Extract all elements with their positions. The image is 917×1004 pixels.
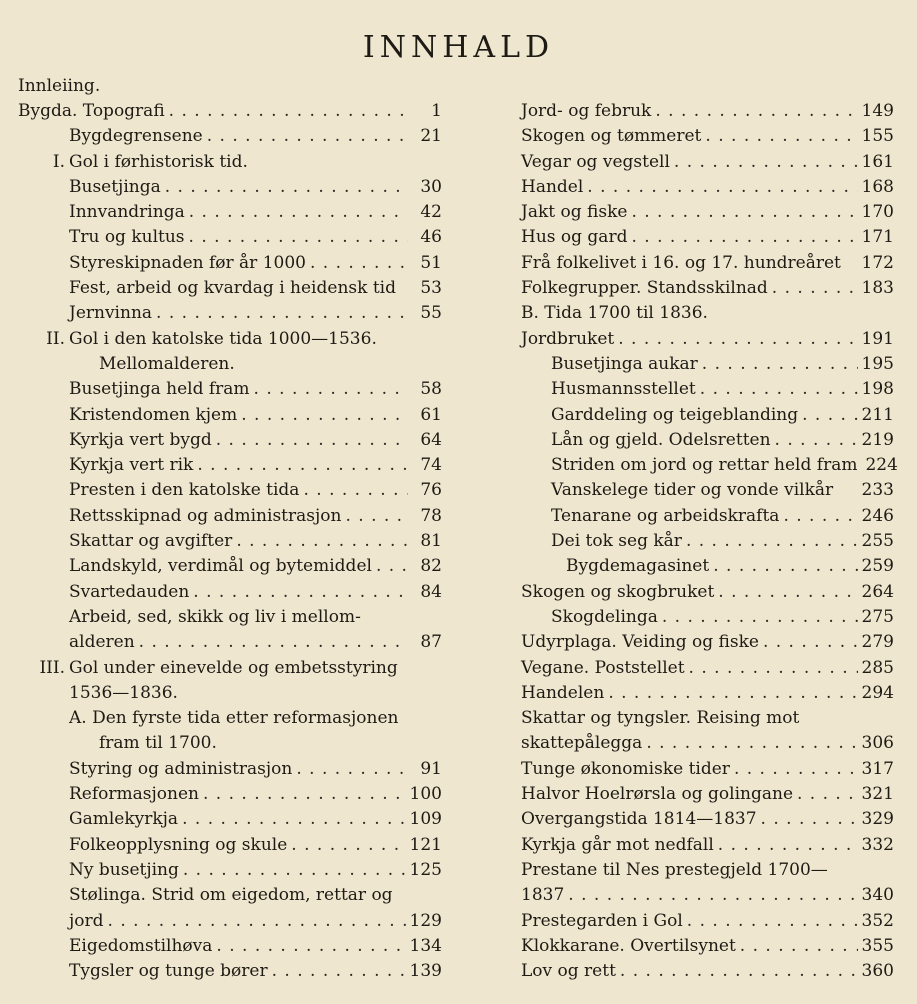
toc-page-number: 30	[420, 176, 442, 197]
dot-leader	[197, 453, 408, 478]
dot-leader	[646, 731, 857, 756]
dot-leader	[216, 428, 408, 453]
toc-entry	[18, 529, 442, 554]
toc-entry-title: Presten i den katolske tida	[69, 480, 300, 501]
toc-entry	[521, 175, 894, 200]
toc-page-number: 155	[861, 126, 894, 147]
toc-entry	[18, 731, 442, 756]
toc-entry	[18, 605, 442, 630]
toc-page-number: 100	[409, 784, 442, 805]
dot-leader	[772, 276, 858, 301]
toc-entry-title: Vegane. Poststellet	[521, 657, 685, 678]
toc-entry	[521, 757, 894, 782]
toc-entry	[18, 377, 442, 402]
dot-leader	[702, 352, 858, 377]
dot-leader	[203, 782, 406, 807]
dot-leader	[734, 757, 858, 782]
toc-entry	[521, 251, 894, 276]
toc-entry	[18, 225, 442, 250]
intro-entry: Innleiing.	[18, 76, 101, 96]
toc-page-number: 255	[861, 531, 894, 552]
toc-entry	[18, 681, 442, 706]
toc-entry-title: Garddeling og teigeblanding	[551, 404, 799, 425]
toc-page-number: 21	[420, 126, 442, 147]
toc-entry	[18, 99, 442, 124]
toc-entry	[18, 403, 442, 428]
toc-entry-title: Mellomalderen.	[99, 353, 235, 374]
toc-entry	[521, 833, 894, 858]
toc-entry-title: Handel	[521, 176, 584, 197]
toc-page-number: 109	[409, 809, 442, 830]
toc-entry	[521, 150, 894, 175]
toc-entry	[18, 124, 442, 149]
toc-page-number: 317	[861, 758, 894, 779]
toc-entry	[521, 377, 894, 402]
toc-page-number: 46	[420, 227, 442, 248]
toc-page-number: 233	[861, 480, 894, 501]
dot-leader	[193, 580, 408, 605]
toc-page-number: 149	[861, 101, 894, 121]
toc-page-number: 285	[861, 657, 894, 678]
toc-entry	[18, 251, 442, 276]
toc-entry-title: Reformasjonen	[69, 784, 199, 805]
toc-entry	[521, 934, 894, 959]
toc-entry-title: Skattar og tyngsler. Reising mot	[521, 708, 800, 729]
toc-entry	[521, 225, 894, 250]
dot-leader	[763, 630, 858, 655]
toc-entry	[521, 605, 894, 630]
toc-entry-title: Fest, arbeid og kvardag i heidensk tid	[69, 278, 396, 299]
toc-entry	[18, 175, 442, 200]
toc-page-number: 219	[861, 429, 894, 450]
toc-page-number: 78	[420, 505, 442, 526]
toc-entry	[18, 782, 442, 807]
dot-leader	[587, 175, 857, 200]
toc-entry-title: Jordbruket	[521, 328, 615, 349]
toc-entry-title: Striden om jord og rettar held fram	[551, 455, 858, 476]
toc-page-number: 1	[431, 101, 442, 121]
dot-leader	[687, 909, 858, 934]
toc-entry-title: Hus og gard	[521, 227, 628, 248]
toc-page-number: 340	[861, 885, 894, 906]
dot-leader	[662, 605, 858, 630]
toc-entry-title: Jord- og februk	[521, 101, 652, 121]
dot-leader	[183, 858, 406, 883]
toc-entry-title: Kyrkja vert rik	[69, 455, 194, 476]
toc-entry-title: Tenarane og arbeidskrafta	[551, 505, 780, 526]
toc-page-number: 191	[861, 328, 894, 349]
toc-entry-title: Landskyld, verdimål og bytemiddel	[69, 556, 372, 577]
dot-leader	[254, 377, 408, 402]
toc-entry-title: skattepålegga	[521, 733, 643, 754]
dot-leader	[689, 656, 858, 681]
toc-page-number: 224	[865, 455, 898, 476]
dot-leader	[207, 124, 408, 149]
toc-entry	[18, 656, 442, 681]
toc-entry	[521, 428, 894, 453]
toc-page-number: 76	[420, 480, 442, 501]
toc-entry-title: Svartedauden	[69, 581, 190, 602]
toc-entry	[521, 478, 894, 503]
dot-leader	[310, 251, 408, 276]
dot-leader	[568, 883, 857, 908]
toc-page-number: 61	[420, 404, 442, 425]
toc-entry-title: Styreskipnaden før år 1000	[69, 252, 306, 273]
dot-leader	[296, 757, 408, 782]
toc-entry	[18, 352, 442, 377]
toc-page-number: 170	[861, 202, 894, 223]
toc-left-column	[18, 99, 442, 984]
toc-entry-title: Prestegarden i Gol	[521, 910, 683, 931]
toc-entry-title: Vegar og vegstell	[521, 151, 670, 172]
dot-leader	[139, 630, 408, 655]
dot-leader	[797, 782, 858, 807]
toc-entry	[521, 327, 894, 352]
toc-entry-title: alderen	[69, 632, 135, 653]
dot-leader	[761, 807, 858, 832]
toc-right-column	[521, 99, 898, 984]
toc-entry	[18, 833, 442, 858]
toc-entry	[521, 301, 894, 326]
toc-entry-title: Busetjinga	[69, 176, 161, 197]
toc-entry	[18, 504, 442, 529]
toc-entry	[18, 807, 442, 832]
toc-entry-title: Arbeid, sed, skikk og liv i mellom-	[69, 606, 361, 627]
toc-page-number: 129	[409, 910, 442, 931]
toc-entry-title: Jakt og fiske	[521, 202, 628, 223]
toc-page-number: 81	[420, 531, 442, 552]
toc-entry	[521, 731, 894, 756]
toc-entry	[521, 782, 894, 807]
toc-entry-title: Halvor Hoelrørsla og golingane	[521, 784, 793, 805]
chapter-numeral: I.	[52, 151, 65, 172]
toc-entry-title: B. Tida 1700 til 1836.	[521, 303, 708, 324]
toc-page-number: 198	[861, 379, 894, 400]
dot-leader	[216, 934, 405, 959]
toc-entry	[521, 99, 894, 124]
toc-entry-title: Skogdelinga	[551, 606, 658, 627]
toc-entry	[521, 352, 894, 377]
toc-entry	[521, 706, 894, 731]
toc-page-number: 195	[861, 353, 894, 374]
toc-entry	[18, 554, 442, 579]
toc-page-number: 55	[420, 303, 442, 324]
toc-entry	[521, 959, 894, 984]
toc-page-number: 82	[420, 556, 442, 577]
toc-entry-title: 1536—1836.	[69, 682, 178, 703]
toc-entry-title: 1837	[521, 885, 565, 906]
dot-leader	[775, 428, 858, 453]
dot-leader	[241, 403, 408, 428]
toc-entry-title: Jernvinna	[69, 303, 153, 324]
dot-leader	[802, 403, 857, 428]
toc-page-number: 321	[861, 784, 894, 805]
dot-leader	[718, 833, 858, 858]
toc-page-number: 58	[420, 379, 442, 400]
toc-entry-title: Busetjinga held fram	[69, 379, 250, 400]
dot-leader	[783, 504, 857, 529]
toc-page-number: 275	[861, 606, 894, 627]
toc-page-number: 246	[861, 505, 894, 526]
dot-leader	[631, 200, 857, 225]
toc-entry	[521, 681, 894, 706]
toc-entry	[18, 150, 442, 175]
toc-entry-title: Innvandringa	[69, 202, 185, 223]
toc-entry-title: fram til 1700.	[99, 733, 217, 754]
dot-leader	[376, 554, 408, 579]
dot-leader	[236, 529, 408, 554]
toc-entry	[521, 403, 894, 428]
toc-entry-title: Udyrplaga. Veiding og fiske	[521, 632, 759, 653]
toc-entry	[521, 858, 894, 883]
toc-page-number: 168	[861, 176, 894, 197]
toc-entry-title: Dei tok seg kår	[551, 531, 682, 552]
toc-entry-title: Skogen og tømmeret	[521, 126, 702, 147]
toc-entry	[521, 554, 894, 579]
toc-page-number: 134	[409, 935, 442, 956]
toc-page-number: 139	[409, 961, 442, 982]
toc-entry-title: Klokkarane. Overtilsynet	[521, 935, 736, 956]
toc-entry	[18, 428, 442, 453]
toc-entry-title: Skattar og avgifter	[69, 531, 233, 552]
toc-page-number: 306	[861, 733, 894, 754]
dot-leader	[345, 504, 408, 529]
toc-entry-title: Lån og gjeld. Odelsretten	[551, 429, 771, 450]
toc-page-number: 53	[420, 278, 442, 299]
toc-entry-title: Handelen	[521, 682, 605, 703]
toc-entry	[18, 959, 442, 984]
toc-page-number: 74	[420, 455, 442, 476]
toc-entry	[18, 453, 442, 478]
toc-entry	[18, 909, 442, 934]
toc-entry-title: Kyrkja vert bygd	[69, 429, 212, 450]
dot-leader	[700, 377, 858, 402]
toc-entry-title: jord	[69, 910, 104, 931]
toc-page-number: 172	[861, 252, 894, 273]
toc-entry-title: A. Den fyrste tida etter reformasjonen	[69, 708, 399, 729]
dot-leader	[189, 225, 408, 250]
dot-leader	[740, 934, 858, 959]
toc-entry	[521, 453, 898, 478]
toc-entry-title: Vanskelege tider og vonde vilkår	[551, 480, 834, 501]
toc-page-number: 125	[409, 859, 442, 880]
dot-leader	[718, 580, 857, 605]
toc-entry	[18, 934, 442, 959]
toc-entry-title: Tru og kultus	[69, 227, 185, 248]
toc-page-number: 294	[861, 682, 894, 703]
dot-leader	[713, 554, 857, 579]
toc-entry-title: Eigedomstilhøva	[69, 935, 213, 956]
toc-page-number: 42	[420, 202, 442, 223]
toc-entry	[18, 301, 442, 326]
chapter-numeral: II.	[46, 328, 65, 349]
toc-entry	[18, 580, 442, 605]
toc-entry	[18, 200, 442, 225]
toc-entry-title: Gol i førhistorisk tid.	[69, 151, 248, 172]
toc-page-number: 360	[861, 961, 894, 982]
toc-page-number: 211	[861, 404, 894, 425]
toc-entry	[521, 124, 894, 149]
dot-leader	[182, 807, 405, 832]
toc-entry	[521, 656, 894, 681]
toc-entry-title: Bygdegrensene	[69, 126, 203, 147]
toc-entry	[521, 276, 894, 301]
toc-entry-title: Prestane til Nes prestegjeld 1700—	[521, 859, 828, 880]
toc-entry	[521, 504, 894, 529]
dot-leader	[608, 681, 857, 706]
toc-entry-title: Frå folkelivet i 16. og 17. hundreåret	[521, 252, 841, 273]
toc-entry	[18, 883, 442, 908]
toc-entry	[18, 858, 442, 883]
toc-entry-title: Ny busetjing	[69, 859, 179, 880]
toc-entry-title: Tygsler og tunge bører	[69, 961, 268, 982]
toc-entry	[18, 327, 442, 352]
dot-leader	[272, 959, 406, 984]
toc-entry	[521, 807, 894, 832]
toc-entry	[18, 276, 442, 301]
toc-entry	[18, 478, 442, 503]
toc-entry-title: Overgangstida 1814—1837	[521, 809, 757, 830]
dot-leader	[156, 301, 408, 326]
toc-entry	[521, 909, 894, 934]
page-title: INNHALD	[362, 30, 555, 65]
dot-leader	[169, 99, 408, 124]
toc-entry-title: Busetjinga aukar	[551, 353, 698, 374]
dot-leader	[655, 99, 857, 124]
toc-entry-title: Folkegrupper. Standsskilnad	[521, 278, 768, 299]
chapter-numeral: III.	[39, 657, 65, 678]
toc-page-number: 171	[861, 227, 894, 248]
toc-page-number: 64	[420, 429, 442, 450]
toc-entry-title: Bygdemagasinet	[566, 556, 710, 577]
dot-leader	[303, 478, 408, 503]
toc-page-number: 121	[409, 834, 442, 855]
toc-page-number: 87	[420, 632, 442, 653]
toc-entry	[18, 630, 442, 655]
toc-page-number: 329	[861, 809, 894, 830]
toc-entry-title: Stølinga. Strid om eigedom, rettar og	[69, 885, 393, 906]
toc-entry-title: Styring og administrasjon	[69, 758, 293, 779]
toc-page-number: 91	[420, 758, 442, 779]
toc-page-number: 264	[861, 581, 894, 602]
toc-entry-title: Gol i den katolske tida 1000—1536.	[69, 328, 377, 349]
toc-entry-title: Husmannsstellet	[551, 379, 696, 400]
dot-leader	[705, 124, 857, 149]
toc-entry-title: Bygda. Topografi	[18, 101, 165, 121]
toc-entry-title: Kyrkja går mot nedfall	[521, 834, 714, 855]
dot-leader	[618, 327, 857, 352]
toc-entry-title: Gamlekyrkja	[69, 809, 179, 830]
toc-entry-title: Lov og rett	[521, 961, 616, 982]
toc-page-number: 279	[861, 632, 894, 653]
toc-entry	[521, 883, 894, 908]
toc-page-number: 51	[420, 252, 442, 273]
toc-page-number: 259	[861, 556, 894, 577]
toc-entry-title: Kristendomen kjem	[69, 404, 238, 425]
toc-entry	[521, 630, 894, 655]
dot-leader	[631, 225, 857, 250]
dot-leader	[108, 909, 406, 934]
toc-page-number: 161	[861, 151, 894, 172]
toc-page-number: 355	[861, 935, 894, 956]
dot-leader	[291, 833, 405, 858]
toc-page-number: 183	[861, 278, 894, 299]
toc-entry	[18, 706, 442, 731]
toc-entry-title: Gol under einevelde og embetsstyring	[69, 657, 398, 678]
toc-entry-title: Folkeopplysning og skule	[69, 834, 288, 855]
dot-leader	[620, 959, 858, 984]
dot-leader	[189, 200, 408, 225]
dot-leader	[686, 529, 858, 554]
toc-entry-title: Rettsskipnad og administrasjon	[69, 505, 342, 526]
toc-page-number: 332	[861, 834, 894, 855]
toc-page-number: 84	[420, 581, 442, 602]
dot-leader	[674, 150, 858, 175]
toc-entry	[521, 529, 894, 554]
toc-entry-title: Tunge økonomiske tider	[521, 758, 730, 779]
toc-entry	[521, 200, 894, 225]
toc-entry	[521, 580, 894, 605]
toc-entry-title: Skogen og skogbruket	[521, 581, 715, 602]
dot-leader	[165, 175, 408, 200]
toc-page-number: 352	[861, 910, 894, 931]
toc-entry	[18, 757, 442, 782]
